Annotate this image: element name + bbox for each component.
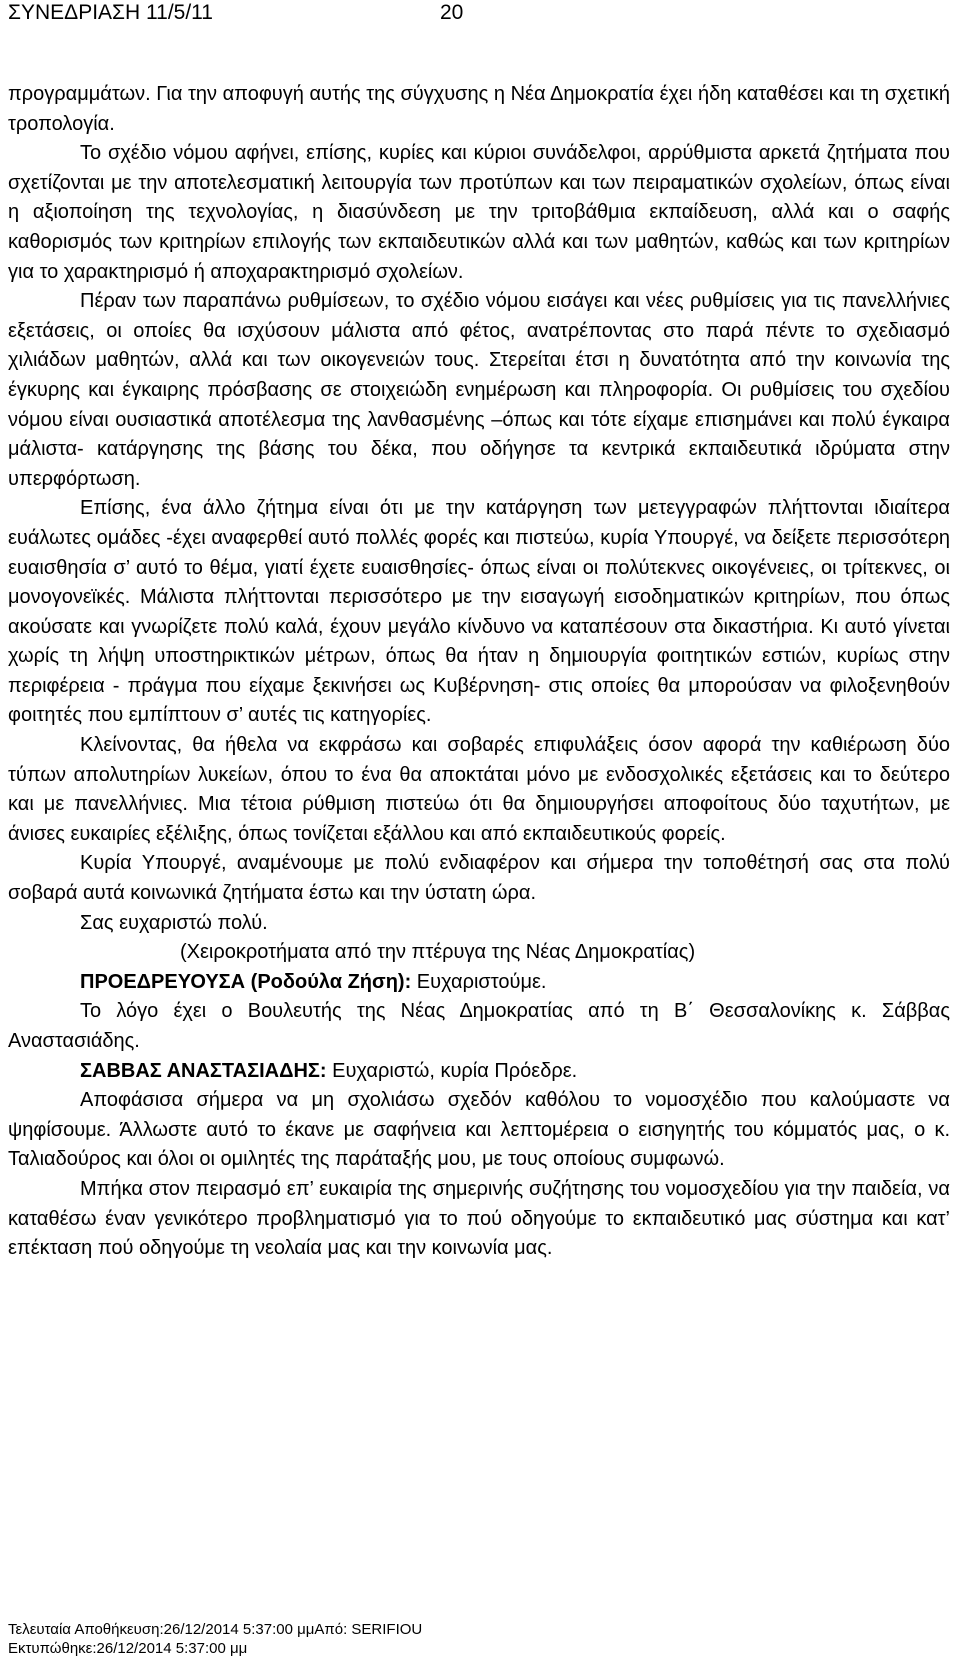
speaker-text: Ευχαριστώ, κυρία Πρόεδρε. — [326, 1059, 578, 1082]
session-title: ΣΥΝΕΔΡΙΑΣΗ 11/5/11 — [8, 1, 213, 24]
paragraph: Κλείνοντας, θα ήθελα να εκφράσω και σοβαρές επιφυλάξεις όσον αφορά την καθιέρωση δύο τύπων απολυτηρίων λυκείων, όπου το ένα θα αποκτάται μόνο με ενδοσχολικές εξετάσεις και το δεύτερο και με πανελλήνιες. Μια τέτοια ρύθμιση πιστεύω ότι θα δημιουργήσει αποφοίτους δύο ταχυτήτων, με άνισες ευκαιρίες εξέλιξης, όπως τονίζεται εξάλλου και από εκπαιδευτικούς φορείς. — [8, 734, 950, 845]
paragraph: Πέραν των παραπάνω ρυθμίσεων, το σχέδιο νόμου εισάγει και νέες ρυθμίσεις για τις πανελλήνιες εξετάσεις, οι οποίες θα ισχύσουν μάλιστα από φέτος, ανατρέποντας στο παρά πέντε το σχεδιασμό χιλιάδων μαθητών, αλλά και των οικογενειών τους. Στερείται έτσι η δυνατότητα από την κοινωνία της έγκυρης και έγκαιρης πρόσβασης σε στοιχειώδη ενημέρωση και πληροφορία. Οι ρυθμίσεις του σχεδίου νόμου είναι ουσιαστικά αποτέλεσμα της λανθασμένης –όπως και τότε είχαμε επισημάνει και πολύ έγκαιρα μάλιστα- κατάργησης της βάσης του δέκα, που οδήγησε τα κεντρικά εκπαιδευτικά ιδρύματα στην υπερφόρτωση. — [8, 290, 950, 490]
page-footer — [8, 1620, 422, 1658]
paragraph: Μπήκα στον πειρασμό επ’ ευκαιρία της σημερινής συζήτησης του νομοσχεδίου για την παιδεία, να καταθέσω έναν γενικότερο προβληματισμό για το πού οδηγούμε το εκπαιδευτικό μας σύστημα και κατ’ επέκταση πού οδηγούμε τη νεολαία μας και την κοινωνία μας. — [8, 1177, 950, 1260]
paragraph: Το σχέδιο νόμου αφήνει, επίσης, κυρίες και κύριοι συνάδελφοι, αρρύθμιστα αρκετά ζητήματα που σχετίζονται με την αποτελεσματική λειτουργία των προτύπων και των πειραματικών σχολείων, όπως είναι η αξιοποίηση της τεχνολογίας, η διασύνδεση με την τριτοβάθμια εκπαίδευση, αλλά και ο σαφής καθορισμός των κριτηρίων επιλογής των εκπαιδευτικών αλλά και των μαθητών, καθώς και των κριτηρίων για το χαρακτηρισμό ή αποχαρακτηρισμό σχολείων. — [8, 142, 950, 283]
paragraph: Το λόγο έχει ο Βουλευτής της Νέας Δημοκρατίας από τη Β΄ Θεσσαλονίκης κ. Σάββας Αναστασιάδης. — [8, 1000, 950, 1052]
paragraph: Σας ευχαριστώ πολύ. — [80, 911, 268, 934]
page-number: 20 — [440, 1, 464, 24]
paragraph: Επίσης, ένα άλλο ζήτημα είναι ότι με την κατάργηση των μετεγγραφών πλήττονται ιδιαίτερα ευάλωτες ομάδες -έχει αναφερθεί αυτό πολλές φορές και πιστεύω, κυρία Υπουργέ, να δείξετε περισσότερη ευαισθησία σ’ αυτό το θέμα, γιατί έχετε ευαισθησίες- όπως είναι οι πολύτεκνες οικογένειες, οι τρίτεκνες, οι μονογονεϊκές. Μάλιστα πλήττονται περισσότερο με την εισαγωγή εισοδηματικών κριτηρίων, που όπως ακούσατε και γνωρίζετε πολύ καλά, έχουν μεγάλο κίνδυνο να καταπέσουν στα δικαστήρια. Κι αυτό γίνεται χωρίς τη λήψη υποστηρικτικών μέτρων, όπως θα ήταν η δημιουργία φοιτητικών εστιών, κυρίως στην περιφέρεια - πράγμα που είχαμε ξεκινήσει ως Κυβέρνηση- στις οποίες θα μπορούσαν να φιλοξενηθούν φοιτητές που εμπίπτουν σ’ αυτές τις κατηγορίες. — [8, 497, 950, 727]
paragraph: Κυρία Υπουργέ, αναμένουμε με πολύ ενδιαφέρον και σήμερα την τοποθέτησή σας στα πολύ σοβαρά αυτά κοινωνικά ζητήματα έστω και την ύστατη ώρα. — [8, 852, 950, 905]
speaker-name: ΠΡΟΕΔΡΕΥΟΥΣΑ (Ροδούλα Ζήση): — [80, 970, 412, 993]
speaker-paragraph — [8, 1057, 950, 1087]
applause-note: (Χειροκροτήματα από την πτέρυγα της Νέας Δημοκρατίας) — [180, 941, 696, 964]
paragraph-continued: προγραμμάτων. Για την αποφυγή αυτής της σύγχυσης η Νέα Δημοκρατία έχει ήδη καταθέσει και τη σχετική τροπολογία. — [8, 83, 950, 135]
paragraph: Αποφάσισα σήμερα να μη σχολιάσω σχεδόν καθόλου το νομοσχέδιο που καλούμαστε να ψηφίσουμε. Άλλωστε αυτό το έκανε με σαφήνεια και λεπτομέρεια ο εισηγητής του κόμματός μας, ο κ. Ταλιαδούρος και όλοι οι ομιλητές της παράταξής μου, με τους οποίους συμφωνώ. — [8, 1089, 950, 1171]
footer-printed: Εκτυπώθηκε:26/12/2014 5:37:00 μμ — [8, 1640, 248, 1657]
page-header — [8, 0, 464, 30]
speaker-text: Ευχαριστούμε. — [411, 970, 547, 993]
document-body — [8, 80, 950, 1264]
footer-saved: Τελευταία Αποθήκευση:26/12/2014 5:37:00 μμΑπό: SERIFIOU — [8, 1621, 423, 1638]
speaker-paragraph — [8, 968, 950, 998]
speaker-name: ΣΑΒΒΑΣ ΑΝΑΣΤΑΣΙΑΔΗΣ: — [80, 1059, 327, 1082]
